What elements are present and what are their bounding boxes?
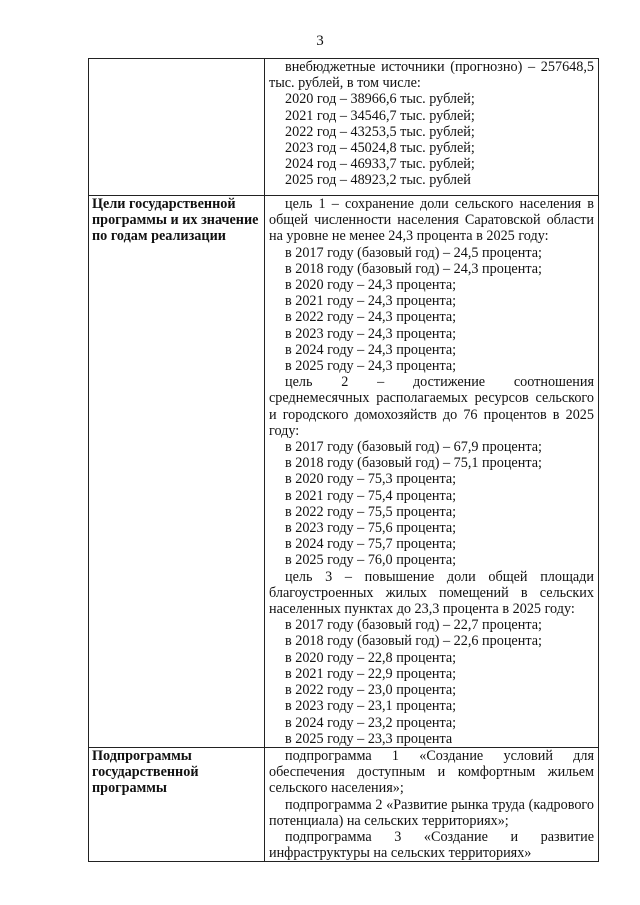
- list-item: в 2025 году – 76,0 процента;: [285, 552, 457, 569]
- row-label: [89, 59, 265, 196]
- list-item: в 2020 году – 24,3 процента;: [285, 277, 457, 294]
- paragraph: внебюджетные источники (прогнозно) – 257648,5 тыс. рублей, в том числе:: [269, 59, 594, 92]
- list-item: 2024 год – 46933,7 тыс. рублей;: [285, 156, 475, 173]
- row-content: [265, 196, 599, 748]
- row-content: [265, 59, 599, 196]
- list-item: в 2024 году – 24,3 процента;: [285, 341, 457, 358]
- list-item: в 2025 году – 23,3 процента: [285, 730, 453, 747]
- page-number: 3: [316, 33, 324, 49]
- list-item: в 2023 году – 23,1 процента;: [285, 698, 457, 715]
- list-item: в 2017 году (базовый год) – 24,5 процента;: [285, 244, 542, 261]
- table-row: [89, 59, 599, 196]
- list-item: в 2017 году (базовый год) – 67,9 процента;: [285, 439, 542, 456]
- list-item: в 2024 году – 75,7 процента;: [285, 536, 457, 553]
- list-item: 2023 год – 45024,8 тыс. рублей;: [285, 140, 475, 157]
- list-item: в 2022 году – 24,3 процента;: [285, 309, 457, 326]
- row-label: Подпрограммы государственной программы: [89, 747, 265, 861]
- table-row: [89, 747, 599, 861]
- list-item: в 2018 году (базовый год) – 22,6 процента;: [285, 633, 542, 650]
- paragraph: цель 2 – достижение соотношения среднемесячных располагаемых ресурсов сельского и городского домохозяйств до 76 процентов в 2025 году:: [269, 374, 594, 439]
- list-item: в 2022 году – 23,0 процента;: [285, 682, 457, 699]
- row-content: [265, 747, 599, 861]
- list-item: 2022 год – 43253,5 тыс. рублей;: [285, 123, 475, 140]
- paragraph: цель 1 – сохранение доли сельского населения в общей численности населения Саратовской области на уровне не менее 24,3 процента в 2025 году:: [269, 196, 594, 245]
- paragraph: подпрограмма 3 «Создание и развитие инфраструктуры на сельских территориях»: [269, 828, 594, 862]
- list-item: в 2020 году – 75,3 процента;: [285, 471, 457, 488]
- program-passport-table: [88, 58, 599, 862]
- list-item: в 2020 году – 22,8 процента;: [285, 649, 457, 666]
- list-item: в 2017 году (базовый год) – 22,7 процента;: [285, 617, 542, 634]
- list-item: в 2018 году (базовый год) – 24,3 процента;: [285, 260, 542, 277]
- list-item: 2021 год – 34546,7 тыс. рублей;: [285, 107, 475, 124]
- table-row: [89, 196, 599, 748]
- list-item: в 2018 году (базовый год) – 75,1 процента;: [285, 455, 542, 472]
- list-item: в 2021 году – 75,4 процента;: [285, 487, 457, 504]
- list-item: в 2022 году – 75,5 процента;: [285, 503, 457, 520]
- paragraph: цель 3 – повышение доли общей площади благоустроенных жилых помещений в сельских населенных пунктах до 23,3 процента в 2025 году:: [269, 568, 594, 618]
- list-item: в 2023 году – 75,6 процента;: [285, 520, 457, 537]
- list-item: 2025 год – 48923,2 тыс. рублей: [285, 172, 471, 189]
- list-item: 2020 год – 38966,6 тыс. рублей;: [285, 91, 475, 108]
- list-item: в 2021 году – 24,3 процента;: [285, 293, 457, 310]
- paragraph: подпрограмма 2 «Развитие рынка труда (кадрового потенциала) на сельских территориях»;: [269, 796, 594, 829]
- list-item: в 2021 году – 22,9 процента;: [285, 665, 457, 682]
- list-item: в 2024 году – 23,2 процента;: [285, 714, 457, 731]
- row-label: Цели государственной программы и их значение по годам реализации: [89, 196, 265, 748]
- paragraph: подпрограмма 1 «Создание условий для обеспечения доступным и комфортным жильем сельского населения»;: [269, 747, 594, 797]
- list-item: в 2025 году – 24,3 процента;: [285, 358, 457, 375]
- list-item: в 2023 году – 24,3 процента;: [285, 325, 457, 342]
